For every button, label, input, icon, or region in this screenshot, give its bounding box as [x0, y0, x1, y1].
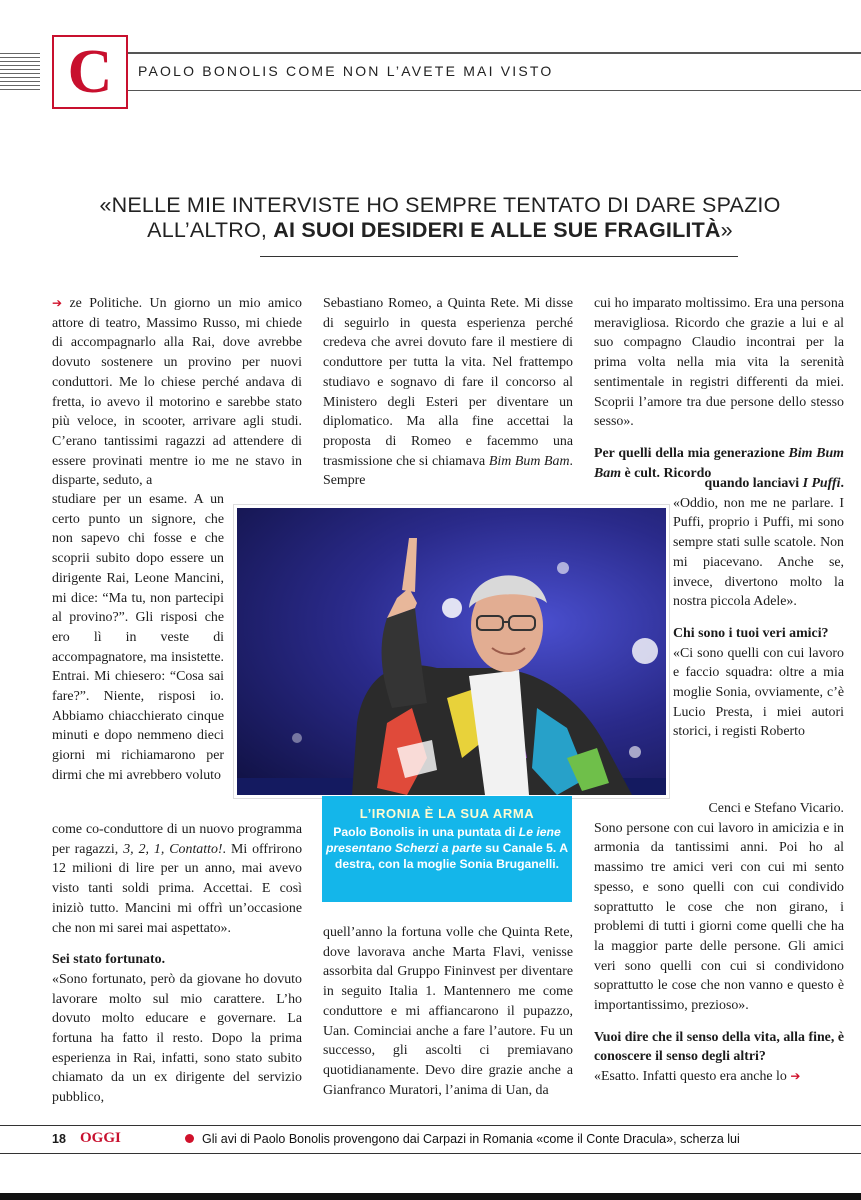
continuation-arrow-icon: ➔ — [790, 1069, 801, 1084]
paragraph-text: . Sempre — [323, 453, 573, 489]
footer-note: Gli avi di Paolo Bonolis provengono dai Carpazi in Romania «come il Conte Dracula», scherza lui — [202, 1132, 740, 1146]
pull-quote-bold: AI SUOI DESIDERI E ALLE SUE FRAGILITÀ — [273, 218, 721, 242]
paragraph — [594, 1067, 844, 1087]
column-1-wrap — [52, 490, 224, 786]
photo-caption — [322, 796, 572, 902]
bullet-icon — [185, 1134, 194, 1143]
paragraph: cui ho imparato moltissimo. Era una persona meravigliosa. Ricordo che grazie a lui e al suo compagno Claudio incontrai per la prima volta nella mia vita la serenità sentimentale in registri differenti da miei. Scoprii l’amore tra due persone dello stesso sesso». — [594, 296, 844, 430]
paragraph — [52, 820, 302, 938]
paragraph-text: come co-conduttore di un nuovo programma per ragazzi, — [52, 822, 302, 857]
question: Vuoi dire che il senso della vita, alla fine, è conoscere il senso degli altri? — [594, 1029, 844, 1065]
header-rule-bottom — [128, 90, 861, 91]
photo-paolo-bonolis — [234, 505, 669, 798]
pull-quote-plain: «NELLE MIE INTERVISTE HO SEMPRE TENTATO DI DARE SPAZIO ALL’ALTRO, — [99, 193, 781, 242]
paragraph: «Ci sono quelli con cui lavoro e faccio squadra: oltre a mia moglie Sonia, ovviamente, c’è Lucio Presta, i miei autori storici, i registi Roberto — [673, 645, 844, 740]
paragraph — [323, 294, 573, 491]
program-title: Bim Bum Bam — [488, 453, 570, 469]
question: Chi sono i tuoi veri amici? — [673, 625, 829, 641]
paragraph: «Oddio, non me ne parlare. I Puffi, proprio i Puffi, mi sono sempre stati sulle scatole. Non mi piacevano. Anche se, invece, divertono molto la nostra piccola Adele». — [673, 495, 844, 610]
caption-text-part: Paolo Bonolis in una puntata di — [333, 825, 519, 839]
pull-quote-rule — [260, 256, 738, 257]
footer-rule-bottom — [0, 1153, 861, 1154]
header-decorative-lines — [0, 53, 40, 93]
column-2 — [323, 294, 573, 491]
caption-text — [322, 824, 572, 872]
section-title: PAOLO BONOLIS COME NON L’AVETE MAI VISTO — [138, 63, 554, 79]
paragraph-text: «Esatto. Infatti questo era anche lo — [594, 1069, 787, 1085]
paragraph-text: Sebastiano Romeo, a Quinta Rete. Mi disse di seguirlo in questa esperienza perché credeva che avrei dovuto fare il mestiere di conduttore per tutta la vita. Nel frattempo studiavo e sognavo di fare il concorso al Ministero degli Esteri per diventare un diplomatico. Ma alla fine accettai la proposta di Romeo e facemmo una trasmissione che si chiamava — [323, 296, 573, 469]
program-title: 3, 2, 1, Contatto! — [123, 841, 223, 857]
caption-title: L’IRONIA È LA SUA ARMA — [359, 806, 535, 821]
footer-rule-top — [0, 1125, 861, 1126]
question-text: . — [840, 476, 844, 491]
paragraph: Cenci e Stefano Vicario. — [708, 801, 844, 816]
paragraph: studiare per un esame. A un certo punto un signore, che non sapevo chi fosse e che scoprii subito dopo essere un dirigente Rai, Leone Mancini, mi dice: “Ma tu, non partecipi al provino?”. Gli risposi che ero lì in veste di accompagnatore, ma insistette. Entrai. Mi chiesero: “Cosa sai fare?”. Niente, risposi io. Abbiamo chiacchierato cinque minuti e dopo nemmeno dieci giorni mi richiamarono per dirmi che mi avrebbero voluto — [52, 492, 224, 783]
magazine-logo: OGGI — [80, 1130, 121, 1146]
column-1 — [52, 294, 302, 491]
paragraph — [52, 294, 302, 491]
caption-program-title: Le iene presentano Scherzi a parte — [325, 825, 561, 855]
question-text: quando lanciavi — [704, 476, 803, 491]
column-3 — [594, 294, 844, 483]
logo-letter: C — [67, 38, 113, 106]
question — [673, 474, 844, 494]
question: Sei stato fortunato. — [52, 952, 166, 968]
header-rule-top — [128, 52, 861, 54]
column-3-lower — [594, 799, 844, 1087]
column-3-wrap — [673, 474, 844, 742]
paragraph-text: ze Politiche. Un giorno un mio amico attore di teatro, Massimo Russo, mi chiede di accompagnarlo alla Rai, dove avrebbe dovuto sostenere un provino per nuovi conduttori. Me lo chiese perché andava di fretta, io avevo il motorino e sarebbe stato più veloce, in scooter, arrivare agli studi. C’erano tantissimi ragazzi ad attendere di essere provinati mentre io me ne stavo in disparte, seduto, a — [52, 296, 302, 489]
paragraph: «Sono fortunato, però da giovane ho dovuto lavorare molto sul mio carattere. L’ho dovuto molto educare e governare. La fortuna ha fatto il resto. Dopo la prima esperienza in Rai, infatti, sono stato subito chiamato da un ex dirigente del servizio pubblico, — [52, 971, 302, 1106]
column-2-lower — [323, 923, 573, 1100]
pull-quote-end: » — [720, 218, 733, 242]
question-text: è cult. Ricordo — [621, 465, 712, 481]
bottom-bar — [0, 1193, 861, 1200]
page-number: 18 — [52, 1132, 66, 1146]
program-title: Bim Bum Bam — [594, 445, 844, 481]
pull-quote — [60, 193, 820, 243]
paragraph-text: . Mi offrirono 12 milioni di lire per un anno, mai avevo visto tanti soldi prima. Accettai. E così iniziò tutto. Mancini mi offrì un’occasione che non mi sarei mai aspettato». — [52, 841, 303, 936]
section-logo — [52, 35, 128, 109]
caption-text-part: su Canale 5. A destra, con la moglie Sonia Bruganelli. — [334, 841, 569, 871]
photo-illustration — [237, 508, 666, 795]
column-1-lower — [52, 820, 302, 1108]
question-text: Per quelli della mia generazione — [594, 445, 789, 461]
program-title: I Puffi — [802, 476, 841, 491]
continuation-arrow-icon: ➔ — [52, 296, 63, 310]
paragraph: Sono persone con cui lavoro in amicizia e in armonia da tantissimi anni. Poi ho al massimo tre amici veri con cui mi sento spesso, e sono quelli con cui condivido soprattutto le cose che non girano, i problemi di tutti i giorni come quelli che ha la maggior parte delle persone. Gli amici veri sono quelli con cui si condividono soprattutto le cose che non vanno e questo è importantissimo, prezioso». — [594, 820, 844, 1014]
paragraph: quell’anno la fortuna volle che Quinta Rete, dove lavorava anche Marta Flavi, venisse assorbita dal Gruppo Fininvest per diventare in seguito Italia 1. Mantennero me come conduttore e mi affiancarono il pupazzo, Uan. Cominciai anche a fare l’autore. Fu un successo, gli ascolti ci premiavano quotidianamente. Devo dire grazie anche a Gianfranco Muratori, l’anima di Uan, da — [323, 925, 573, 1098]
